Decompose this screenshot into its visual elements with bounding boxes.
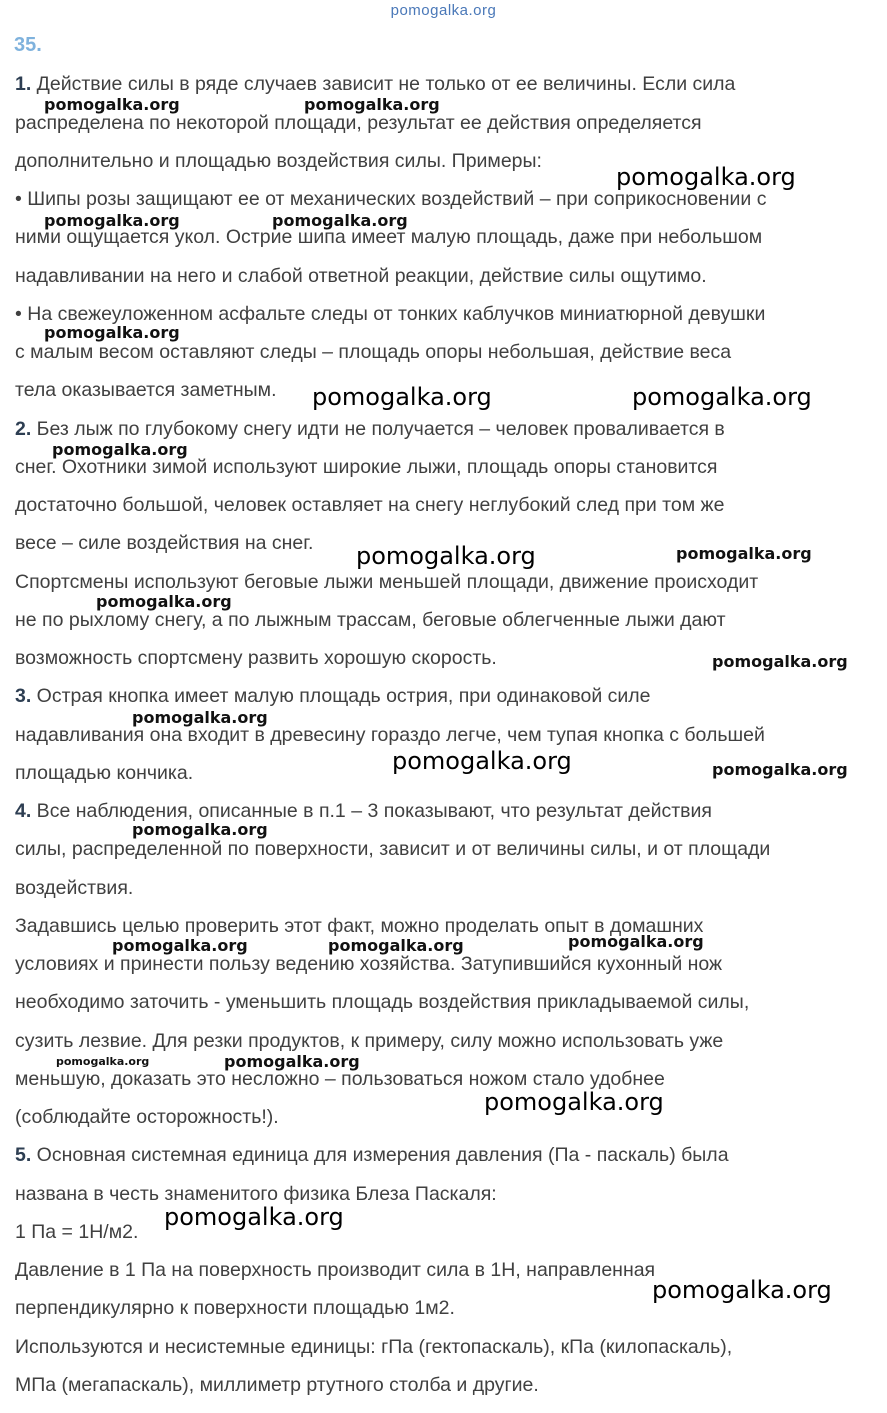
line-text: возможность спортсмену развить хорошую скорость.: [15, 647, 497, 669]
line-text: названа в честь знаменитого физика Блеза Паскаля:: [15, 1183, 497, 1205]
watermark: pomogalka.org: [44, 95, 180, 114]
line-text: сузить лезвие. Для резки продуктов, к примеру, силу можно использовать уже: [15, 1030, 724, 1052]
text-line: [15, 72, 735, 96]
line-text: тела оказывается заметным.: [15, 379, 277, 401]
line-text: Основная системная единица для измерения давления (Па - паскаль) была: [31, 1144, 729, 1166]
line-text: перпендикулярно к поверхности площадью 1м2.: [15, 1297, 455, 1319]
line-text: воздействия.: [15, 877, 134, 899]
line-text: Спортсмены используют беговые лыжи меньшей площади, движение происходит: [15, 571, 759, 593]
watermark: pomogalka.org: [96, 592, 232, 611]
text-line: [15, 1335, 732, 1359]
text-line: [15, 264, 707, 288]
watermark: pomogalka.org: [44, 211, 180, 230]
line-text: достаточно большой, человек оставляет на снегу неглубокий след при том же: [15, 494, 725, 516]
text-line: [15, 723, 765, 747]
item-number: 2.: [15, 418, 32, 440]
watermark: pomogalka.org: [328, 936, 464, 955]
text-line: [15, 531, 313, 555]
line-text: • Шипы розы защищают ее от механических воздействий – при соприкосновении с: [15, 188, 767, 210]
watermark: pomogalka.org: [392, 747, 572, 775]
line-text: дополнительно и площадью воздействия силы. Примеры:: [15, 150, 542, 172]
line-text: 1 Па = 1Н/м2.: [15, 1221, 139, 1243]
line-text: не по рыхлому снегу, а по лыжным трассам, беговые облегченные лыжи дают: [15, 609, 726, 631]
line-text: снег. Охотники зимой используют широкие лыжи, площадь опоры становится: [15, 456, 718, 478]
line-text: распределена по некоторой площади, результат ее действия определяется: [15, 112, 702, 134]
text-line: [15, 1258, 655, 1282]
watermark: pomogalka.org: [132, 708, 268, 727]
text-line: [15, 1105, 279, 1129]
line-text: Без лыж по глубокому снегу идти не получается – человек проваливается в: [31, 418, 725, 440]
watermark: pomogalka.org: [484, 1088, 664, 1116]
watermark: pomogalka.org: [712, 652, 848, 671]
line-text: надавливания она входит в древесину гораздо легче, чем тупая кнопка с большей: [15, 724, 765, 746]
text-line: [15, 111, 702, 135]
text-line: [15, 1143, 729, 1167]
line-text: МПа (мегапаскаль), миллиметр ртутного столба и другие.: [15, 1374, 539, 1396]
watermark: pomogalka.org: [652, 1276, 832, 1304]
line-text: необходимо заточить - уменьшить площадь воздействия прикладываемой силы,: [15, 991, 750, 1013]
text-line: [15, 684, 651, 708]
watermark: pomogalka.org: [676, 544, 812, 563]
text-line: [15, 952, 722, 976]
watermark: pomogalka.org: [112, 936, 248, 955]
line-text: весе – силе воздействия на снег.: [15, 532, 314, 554]
line-text: надавливании на него и слабой ответной реакции, действие силы ощутимо.: [15, 265, 707, 287]
watermark: pomogalka.org: [224, 1052, 360, 1071]
watermark: pomogalka.org: [164, 1203, 344, 1231]
task-number: 35.: [14, 34, 42, 56]
watermark: pomogalka.org: [56, 1055, 150, 1068]
watermark: pomogalka.org: [312, 383, 492, 411]
watermark: pomogalka.org: [52, 440, 188, 459]
text-line: [15, 1373, 539, 1397]
site-header[interactable]: pomogalka.org: [390, 2, 497, 19]
watermark: pomogalka.org: [132, 820, 268, 839]
watermark: pomogalka.org: [712, 760, 848, 779]
watermark: pomogalka.org: [632, 383, 812, 411]
text-line: [15, 761, 193, 785]
watermark: pomogalka.org: [272, 211, 408, 230]
watermark: pomogalka.org: [568, 932, 704, 951]
item-number: 5.: [15, 1144, 32, 1166]
line-text: с малым весом оставляют следы – площадь опоры небольшая, действие веса: [15, 341, 732, 363]
text-line: [15, 990, 749, 1014]
line-text: Давление в 1 Па на поверхность производит сила в 1Н, направленная: [15, 1259, 656, 1281]
line-text: Действие силы в ряде случаев зависит не только от ее величины. Если сила: [31, 73, 736, 95]
text-line: [15, 1029, 723, 1053]
text-line: [15, 1296, 455, 1320]
line-text: условиях и принести пользу ведению хозяйства. Затупившийся кухонный нож: [15, 953, 723, 975]
text-line: [15, 876, 133, 900]
line-text: Используются и несистемные единицы: гПа (гектопаскаль), кПа (килопаскаль),: [15, 1336, 733, 1358]
line-text: (соблюдайте осторожность!).: [15, 1106, 279, 1128]
text-line: [15, 149, 542, 173]
watermark: pomogalka.org: [616, 163, 796, 191]
watermark: pomogalka.org: [304, 95, 440, 114]
line-text: Все наблюдения, описанные в п.1 – 3 показывают, что результат действия: [31, 800, 712, 822]
line-text: Задавшись целью проверить этот факт, можно проделать опыт в домашних: [15, 915, 704, 937]
line-text: силы, распределенной по поверхности, зависит и от величины силы, и от площади: [15, 838, 771, 860]
item-number: 1.: [15, 73, 32, 95]
text-line: [15, 608, 726, 632]
text-line: [15, 378, 277, 402]
line-text: • На свежеуложенном асфальте следы от тонких каблучков миниатюрной девушки: [15, 303, 766, 325]
text-line: [15, 799, 712, 823]
text-line: [15, 837, 770, 861]
text-line: [15, 417, 725, 441]
text-line: [15, 570, 758, 594]
line-text: меньшую, доказать это несложно – пользоваться ножом стало удобнее: [15, 1068, 665, 1090]
item-number: 4.: [15, 800, 32, 822]
text-line: [15, 646, 497, 670]
item-number: 3.: [15, 685, 32, 707]
line-text: ними ощущается укол. Острие шипа имеет малую площадь, даже при небольшом: [15, 226, 763, 248]
watermark: pomogalka.org: [44, 323, 180, 342]
text-line: [15, 493, 724, 517]
line-text: Острая кнопка имеет малую площадь острия, при одинаковой силе: [31, 685, 651, 707]
watermark: pomogalka.org: [356, 542, 536, 570]
line-text: площадью кончика.: [15, 762, 194, 784]
text-line: [15, 340, 731, 364]
text-line: [15, 1220, 138, 1244]
